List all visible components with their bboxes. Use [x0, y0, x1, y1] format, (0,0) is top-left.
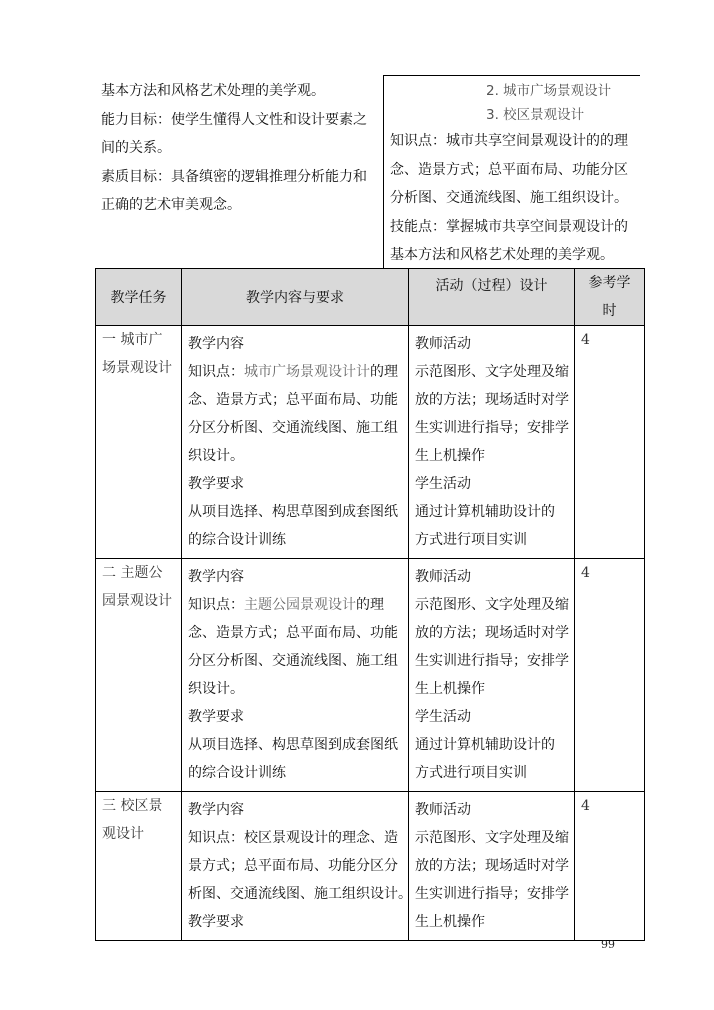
- activity-line: 生上机操作: [415, 914, 485, 930]
- task-name: 场景观设计: [102, 360, 172, 376]
- content-line: 景方式；总平面布局、功能分区分: [188, 858, 398, 874]
- objectives-text: [101, 77, 383, 220]
- objective-line: 素质目标：具备缜密的逻辑推理分析能力和: [101, 168, 367, 185]
- activity-line: 生上机操作: [415, 448, 485, 464]
- teaching-task-table: [95, 268, 645, 941]
- requirement-line: 从项目选择、构思草图到成套图纸: [188, 737, 398, 753]
- header-task: 教学任务: [96, 269, 182, 326]
- activity-line: 通过计算机辅助设计的: [415, 737, 555, 753]
- activity-line: 生上机操作: [415, 681, 485, 697]
- task-cell: [96, 326, 182, 559]
- activity-line: 放的方法；现场适时对学: [415, 858, 569, 874]
- header-activity: [409, 269, 575, 326]
- header-activity-label: 活动（过程）设计: [435, 278, 548, 294]
- content-line: 念、造景方式；总平面布局、功能: [188, 625, 398, 641]
- content-line: 分区分析图、交通流线图、施工组: [188, 653, 398, 669]
- activity-line: 生实训进行指导；安排学: [415, 420, 569, 436]
- teacher-heading: 教师活动: [415, 336, 471, 352]
- knowledge-line: [188, 358, 402, 386]
- content-cell: [182, 792, 412, 941]
- activity-line: 放的方法；现场适时对学: [415, 392, 569, 408]
- content-heading: 教学内容: [188, 336, 244, 352]
- objective-line: 基本方法和风格艺术处理的美学观。: [101, 83, 325, 99]
- content-line: 念、造景方式；总平面布局、功能分区: [390, 161, 628, 178]
- task-cell: [96, 559, 182, 792]
- content-line: 分区分析图、交通流线图、施工组: [188, 420, 398, 436]
- hours-cell: [575, 559, 645, 792]
- teacher-heading: 教师活动: [415, 569, 471, 585]
- activity-line: 方式进行项目实训: [415, 532, 527, 548]
- requirement-heading: 教学要求: [188, 914, 244, 930]
- content-cell: [182, 326, 409, 559]
- activity-cell: [409, 559, 575, 792]
- content-cell: [182, 559, 409, 792]
- hours-value: 4: [581, 565, 590, 581]
- content-line: 织设计。: [188, 448, 244, 464]
- list-item: 3. 校区景观设计: [486, 107, 585, 123]
- requirement-line: 的综合设计训练: [188, 765, 286, 781]
- header-hours-line: 时: [602, 303, 617, 319]
- activity-line: 通过计算机辅助设计的: [415, 504, 555, 520]
- teacher-heading: 教师活动: [415, 802, 471, 818]
- activity-line: 示范图形、文字处理及缩: [415, 830, 569, 846]
- activity-line: 示范图形、文字处理及缩: [415, 597, 569, 613]
- kp-topic: 城市广场景观设计计: [244, 364, 370, 380]
- kp-rest: 的理: [370, 364, 398, 380]
- kp-label: 知识点：: [188, 830, 244, 846]
- content-line: 析图、交通流线图、施工组织设计。: [188, 886, 412, 902]
- task-name: 一 城市广: [102, 332, 163, 348]
- objective-line: 间的关系。: [101, 140, 171, 156]
- content-line: 知识点：城市共享空间景观设计的的理: [390, 133, 628, 149]
- header-hours-line: 参考学: [588, 275, 631, 291]
- content-heading: 教学内容: [188, 802, 244, 818]
- hours-cell: [575, 326, 645, 559]
- activity-line: 放的方法；现场适时对学: [415, 625, 569, 641]
- table-row: [96, 559, 645, 792]
- page-number: 99: [601, 938, 615, 951]
- table-row: [96, 326, 645, 559]
- activity-line: 示范图形、文字处理及缩: [415, 364, 569, 380]
- objective-line: 能力目标：使学生懂得人文性和设计要素之: [101, 111, 367, 128]
- content-line: 基本方法和风格艺术处理的美学观。: [390, 247, 614, 263]
- student-heading: 学生活动: [415, 709, 471, 725]
- activity-line: 方式进行项目实训: [415, 765, 527, 781]
- requirement-line: 从项目选择、构思草图到成套图纸: [188, 504, 398, 520]
- task-name: 园景观设计: [102, 593, 172, 609]
- top-divider: [383, 75, 384, 268]
- activity-cell: [409, 792, 575, 941]
- knowledge-line: [188, 824, 402, 852]
- content-text: [390, 79, 638, 270]
- kp-topic: 主题公园景观设计: [244, 597, 356, 613]
- content-line: 念、造景方式；总平面布局、功能: [188, 392, 398, 408]
- content-line: 技能点：掌握城市共享空间景观设计的: [390, 218, 628, 235]
- list-item: 2. 城市广场景观设计: [486, 83, 612, 99]
- knowledge-line: [188, 591, 402, 619]
- activity-line: 生实训进行指导；安排学: [415, 886, 569, 902]
- hours-cell: [575, 792, 645, 941]
- kp-label: 知识点：: [188, 364, 244, 380]
- content-line: 分析图、交通流线图、施工组织设计。: [390, 190, 628, 206]
- activity-line: 生实训进行指导；安排学: [415, 653, 569, 669]
- header-content: 教学内容与要求: [182, 269, 409, 326]
- activity-cell: [409, 326, 575, 559]
- content-line: 织设计。: [188, 681, 244, 697]
- requirement-heading: 教学要求: [188, 476, 244, 492]
- student-heading: 学生活动: [415, 476, 471, 492]
- kp-label: 知识点：: [188, 597, 244, 613]
- task-name: 二 主题公: [102, 565, 163, 581]
- top-right-border: [383, 75, 640, 76]
- kp-topic: 校区景观设计: [244, 830, 328, 846]
- table-header-row: [96, 269, 645, 326]
- objective-line: 正确的艺术审美观念。: [101, 197, 241, 213]
- kp-rest: 的理: [356, 597, 384, 613]
- task-name: 三 校区景: [102, 798, 163, 814]
- requirement-line: 的综合设计训练: [188, 532, 286, 548]
- hours-value: 4: [581, 798, 590, 814]
- task-cell: [96, 792, 182, 941]
- table-row: [96, 792, 645, 941]
- content-heading: 教学内容: [188, 569, 244, 585]
- kp-rest: 的理念、造: [328, 830, 398, 846]
- header-hours: [575, 269, 645, 326]
- requirement-heading: 教学要求: [188, 709, 244, 725]
- task-name: 观设计: [102, 826, 144, 842]
- hours-value: 4: [581, 332, 590, 348]
- top-table: [95, 75, 640, 268]
